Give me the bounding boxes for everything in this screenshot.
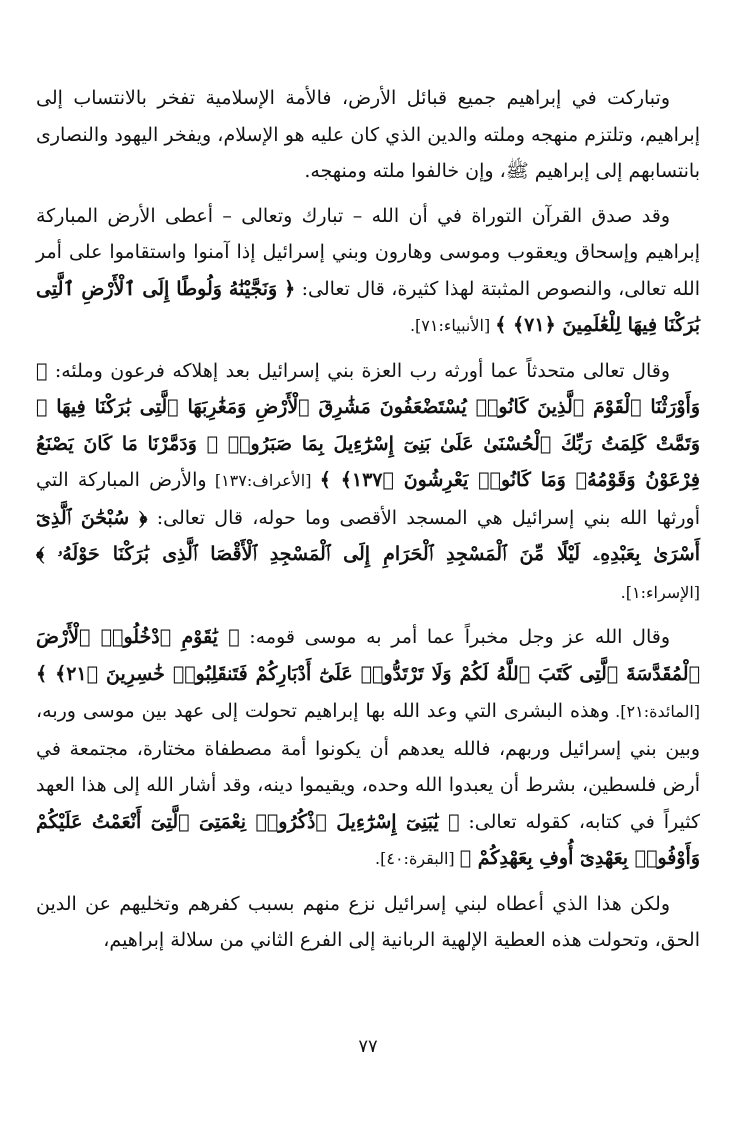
verse-reference: [المائدة:٢١].: [609, 702, 700, 721]
paragraph-text: ولكن هذا الذي أعطاه لبني إسرائيل نزع منهم بسبب كفرهم وتخليهم عن الدين الحق، وتحولت هذه العطية الإلهية الربانية إلى الفرع الثاني من سلالة إبراهيم،: [36, 892, 700, 951]
paragraph-text: والأرض المباركة التي أورثها الله بني إسرائيل هي المسجد الأقصى وما حوله، قال تعالى:: [36, 469, 700, 529]
quran-verse: ﴿ يَٰقَوْمِ ٱدْخُلُوا۟ ٱلْأَرْضَ ٱلْمُقَدَّسَةَ ٱلَّتِى كَتَبَ ٱللَّهُ لَكُمْ وَلَا تَرْتَدُّوا۟ عَلَىٰٓ أَدْبَارِكُمْ فَتَنقَلِبُوا۟ خَٰسِرِينَ ﴿٢١﴾ ﴾: [36, 626, 700, 685]
page-body: [36, 80, 700, 959]
paragraph: [36, 80, 700, 190]
paragraph: [36, 619, 700, 878]
quran-verse: ﴿ وَأَوْرَثْنَا ٱلْقَوْمَ ٱلَّذِينَ كَانُوا۟ يُسْتَضْعَفُونَ مَشَٰرِقَ ٱلْأَرْضِ وَمَغَٰرِبَهَا ٱلَّتِى بَٰرَكْنَا فِيهَا ۖ وَتَمَّتْ كَلِمَتُ رَبِّكَ ٱلْحُسْنَىٰ عَلَىٰ بَنِىٓ إِسْرَٰٓءِيلَ بِمَا صَبَرُوا۟ ۖ وَدَمَّرْنَا مَا كَانَ يَصْنَعُ فِرْعَوْنُ وَقَوْمُهُۥ وَمَا كَانُوا۟ يَعْرِشُونَ ﴿١٣٧﴾ ﴾: [36, 359, 700, 491]
verse-reference: [الأنبياء:٧١].: [409, 316, 496, 335]
paragraph-text: وهذه البشرى التي وعد الله بها إبراهيم تحولت إلى عهد بين موسى وربه، وبين بني إسرائيل وربهم، فالله يعدهم أن يكونوا أمة مصطفاة مختارة، مجتمعة في أرض فلسطين، بشرط أن يعبدوا الله وحده، ويقيموا دينه، وقد أشار الله إلى هذا العهد كثيراً في كتابه، كقوله تعالى:: [36, 700, 700, 833]
paragraph-text: وتباركت في إبراهيم جميع قبائل الأرض، فالأمة الإسلامية تفخر بالانتساب إلى إبراهيم، وتلتزم منهجه وملته والدين الذي كان عليه هو الإسلام، ويفخر اليهود والنصارى بانتسابهم إلى إبراهيم ﷺ، وإن خالفوا ملته ومنهجه.: [36, 87, 700, 182]
paragraph-text: وقال الله عز وجل مخبراً عما أمر به موسى قومه:: [239, 626, 670, 648]
page-number: ٧٧: [358, 1036, 378, 1057]
quran-verse: ﴿ وَنَجَّيْنَٰهُ وَلُوطًا إِلَى ٱلْأَرْضِ ٱلَّتِى بَٰرَكْنَا فِيهَا لِلْعَٰلَمِينَ ﴿٧١﴾ ﴾: [36, 277, 700, 336]
paragraph: [36, 886, 700, 959]
quran-verse: ﴿ سُبْحَٰنَ ٱلَّذِىٓ أَسْرَىٰ بِعَبْدِهِۦ لَيْلًا مِّنَ ٱلْمَسْجِدِ ٱلْحَرَامِ إِلَى ٱلْمَسْجِدِ ٱلْأَقْصَا ٱلَّذِى بَٰرَكْنَا حَوْلَهُۥ ﴾: [36, 506, 700, 565]
verse-reference: [الأعراف:١٣٧]: [206, 471, 320, 490]
quran-verse: ﴿ يَٰبَنِىٓ إِسْرَٰٓءِيلَ ٱذْكُرُوا۟ نِعْمَتِىَ ٱلَّتِىٓ أَنْعَمْتُ عَلَيْكُمْ وَأَوْفُوا۟ بِعَهْدِىٓ أُوفِ بِعَهْدِكُمْ ﴾: [36, 810, 700, 869]
paragraph: [36, 198, 700, 345]
paragraph-text: وقد صدق القرآن التوراة في أن الله – تبارك وتعالى – أعطى الأرض المباركة إبراهيم وإسحاق ويعقوب وموسى وهارون وبني إسرائيل إذا آمنوا واستقاموا على أمر الله تعالى، والنصوص المثبتة لهذا كثيرة، قال تعالى:: [36, 204, 700, 300]
paragraph: [36, 353, 700, 612]
verse-reference: [الإسراء:١].: [620, 582, 700, 602]
paragraph-text: وقال تعالى متحدثاً عما أورثه رب العزة بني إسرائيل بعد إهلاكه فرعون وملئه:: [47, 359, 670, 382]
verse-reference: [البقرة:٤٠].: [375, 849, 460, 868]
